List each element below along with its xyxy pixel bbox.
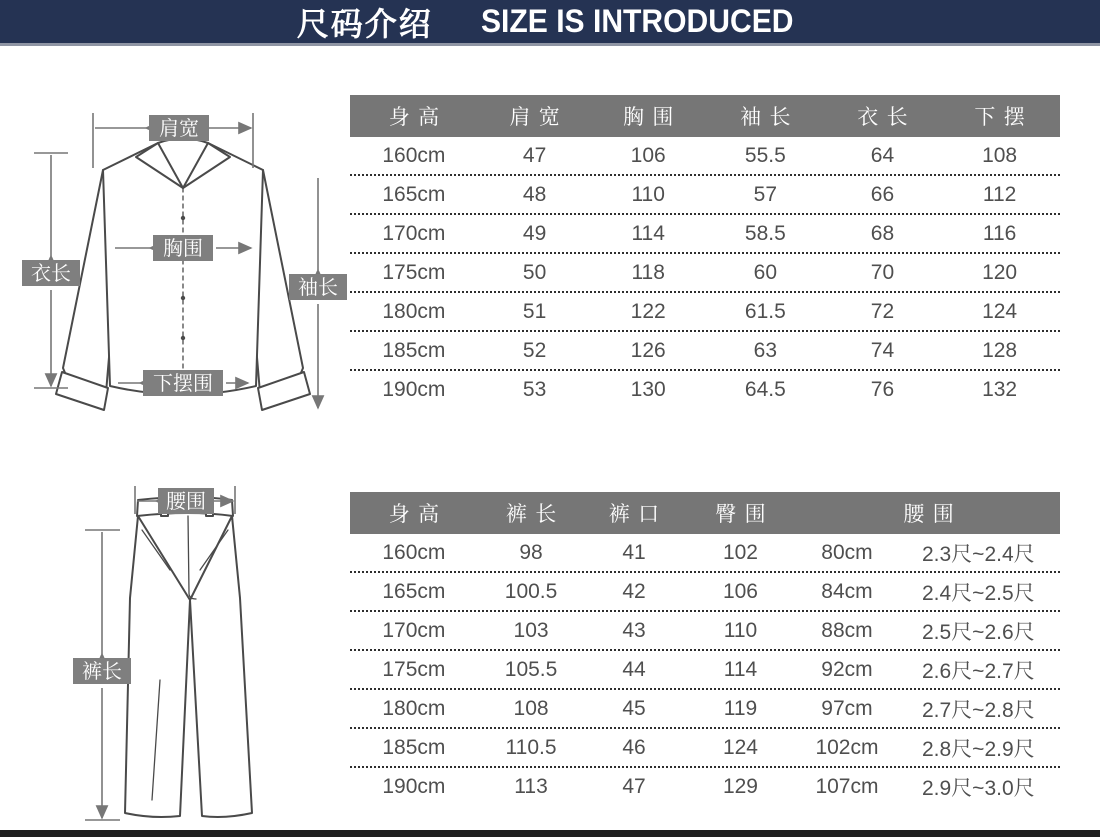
pants-right-leg	[190, 516, 252, 817]
cell-chest: 130	[630, 377, 666, 401]
cell-leg-opening: 45	[622, 696, 646, 720]
cell-hem: 112	[982, 182, 1017, 206]
table-row	[350, 612, 1060, 651]
sleeve-length-label: 袖长	[298, 277, 338, 299]
cell-shoulder: 48	[522, 182, 547, 206]
cell-height: 170cm	[382, 221, 446, 245]
cell-sleeve: 64.5	[744, 377, 786, 401]
cell-leg-opening: 42	[622, 579, 646, 603]
cell-leg-opening: 41	[622, 540, 646, 564]
column-header-hem: 下摆	[974, 106, 1034, 129]
cell-waist-chi: 2.9尺~3.0尺	[921, 776, 1035, 800]
cell-height: 180cm	[382, 299, 446, 323]
cell-waist-cm: 92cm	[821, 657, 873, 681]
cell-hem: 120	[982, 260, 1018, 284]
cell-height: 165cm	[382, 579, 446, 603]
cell-waist-cm: 88cm	[821, 618, 873, 642]
cell-chest: 122	[630, 299, 666, 323]
cell-shoulder: 53	[522, 377, 547, 401]
column-header-chest: 胸围	[622, 106, 682, 129]
cell-sleeve: 60	[753, 260, 777, 284]
cell-hip: 119	[723, 696, 758, 720]
cell-pants-length: 113	[514, 774, 548, 798]
cell-waist-cm: 84cm	[821, 579, 873, 603]
cell-waist-chi: 2.7尺~2.8尺	[921, 698, 1035, 722]
cell-pants-length: 108	[513, 696, 549, 720]
cell-pants-length: 98	[519, 540, 543, 564]
cell-shoulder: 52	[522, 338, 547, 362]
table-row	[350, 215, 1060, 254]
pants-measurement-diagram	[30, 468, 350, 830]
cell-leg-opening: 43	[622, 618, 646, 642]
cell-shoulder: 49	[522, 221, 547, 245]
column-header-height: 身高	[388, 503, 448, 526]
cell-leg-opening: 47	[622, 774, 646, 798]
cell-waist-cm: 102cm	[815, 735, 879, 759]
cell-pants-length: 103	[513, 618, 549, 642]
page-title-english: SIZE IS INTRODUCED	[480, 3, 794, 39]
cell-chest: 114	[631, 221, 665, 245]
pants-length-label: 裤长	[82, 661, 122, 683]
title-bar	[0, 0, 1100, 46]
cell-length: 68	[870, 221, 895, 245]
table-row	[350, 176, 1060, 215]
column-header-sleeve: 袖长	[740, 106, 799, 129]
cell-chest: 106	[630, 143, 666, 167]
cell-length: 74	[870, 338, 895, 362]
cell-chest: 110	[631, 182, 665, 206]
cell-length: 76	[870, 377, 895, 401]
cell-hip: 124	[722, 735, 758, 759]
cell-shoulder: 47	[522, 143, 547, 167]
shoulder-width-label: 肩宽	[159, 118, 199, 140]
cell-length: 64	[870, 143, 895, 167]
cell-height: 190cm	[382, 774, 446, 798]
table-row	[350, 371, 1060, 408]
cell-hip: 129	[722, 774, 758, 798]
shirt-table-body	[350, 137, 1060, 408]
table-row	[350, 254, 1060, 293]
cell-length: 66	[870, 182, 895, 206]
cell-leg-opening: 46	[622, 735, 646, 759]
column-header-waist: 腰围	[903, 503, 963, 526]
column-header-hip: 臀围	[715, 503, 775, 526]
shirt-table-header	[350, 95, 1060, 137]
pants-size-table	[350, 492, 1060, 805]
cell-sleeve: 61.5	[744, 299, 786, 323]
table-row	[350, 768, 1060, 805]
page-title-chinese: 尺码介绍	[296, 5, 433, 42]
cell-waist-chi: 2.6尺~2.7尺	[921, 659, 1035, 683]
shirt-button	[181, 336, 185, 340]
cell-hem: 128	[982, 338, 1018, 362]
table-row	[350, 534, 1060, 573]
waist-label: 腰围	[166, 491, 206, 513]
pants-table-header	[350, 492, 1060, 534]
cell-height: 170cm	[382, 618, 446, 642]
column-header-height: 身高	[388, 106, 448, 129]
cell-hem: 116	[982, 221, 1017, 245]
cell-hem: 132	[982, 377, 1018, 401]
column-header-length: 衣长	[857, 106, 917, 129]
cell-waist-cm: 97cm	[821, 696, 873, 720]
table-row	[350, 651, 1060, 690]
table-row	[350, 293, 1060, 332]
table-row	[350, 332, 1060, 371]
cell-waist-cm: 80cm	[821, 540, 873, 564]
cell-hip: 102	[722, 540, 758, 564]
cell-sleeve: 57	[753, 182, 777, 206]
cell-sleeve: 55.5	[744, 143, 786, 167]
cell-height: 175cm	[382, 657, 446, 681]
cell-length: 72	[870, 299, 895, 323]
pants-left-leg	[125, 516, 190, 817]
cell-pants-length: 105.5	[504, 657, 558, 681]
cell-waist-cm: 107cm	[815, 774, 879, 798]
cell-length: 70	[870, 260, 895, 284]
shirt-size-table	[350, 95, 1060, 408]
cell-waist-chi: 2.5尺~2.6尺	[921, 620, 1035, 644]
chest-label: 胸围	[163, 238, 203, 260]
table-row	[350, 573, 1060, 612]
cell-height: 185cm	[382, 338, 446, 362]
cell-hem: 124	[982, 299, 1018, 323]
cell-chest: 126	[630, 338, 666, 362]
bottom-divider-bar	[0, 830, 1100, 837]
cell-hip: 110	[723, 618, 758, 642]
cell-waist-chi: 2.8尺~2.9尺	[921, 737, 1035, 761]
shirt-measurement-diagram	[18, 58, 353, 430]
cell-height: 165cm	[382, 182, 446, 206]
cell-shoulder: 50	[522, 260, 547, 284]
cell-hip: 106	[722, 579, 758, 603]
hem-label: 下摆围	[153, 373, 213, 395]
cell-hem: 108	[982, 143, 1018, 167]
cell-leg-opening: 44	[622, 657, 646, 681]
cell-waist-chi: 2.3尺~2.4尺	[921, 542, 1035, 566]
cell-height: 175cm	[382, 260, 446, 284]
table-row	[350, 729, 1060, 768]
cell-height: 160cm	[382, 143, 446, 167]
cell-chest: 118	[631, 260, 665, 284]
pants-fly	[188, 516, 196, 599]
cell-shoulder: 51	[522, 299, 547, 323]
column-header-shoulder: 肩宽	[509, 106, 569, 129]
garment-length-label: 衣长	[31, 263, 71, 285]
cell-waist-chi: 2.4尺~2.5尺	[921, 581, 1035, 605]
cell-height: 185cm	[382, 735, 446, 759]
cell-sleeve: 58.5	[744, 221, 786, 245]
cell-height: 160cm	[382, 540, 446, 564]
cell-sleeve: 63	[753, 338, 777, 362]
table-row	[350, 690, 1060, 729]
cell-height: 180cm	[382, 696, 446, 720]
table-row	[350, 137, 1060, 176]
cell-pants-length: 100.5	[504, 579, 558, 603]
cell-pants-length: 110.5	[505, 735, 557, 759]
shirt-button	[181, 296, 185, 300]
cell-height: 190cm	[382, 377, 446, 401]
column-header-leg-opening: 裤口	[608, 503, 668, 526]
shirt-button	[181, 216, 185, 220]
pants-table-body	[350, 534, 1060, 805]
cell-hip: 114	[723, 657, 758, 681]
column-header-pants-length: 裤长	[505, 503, 565, 526]
